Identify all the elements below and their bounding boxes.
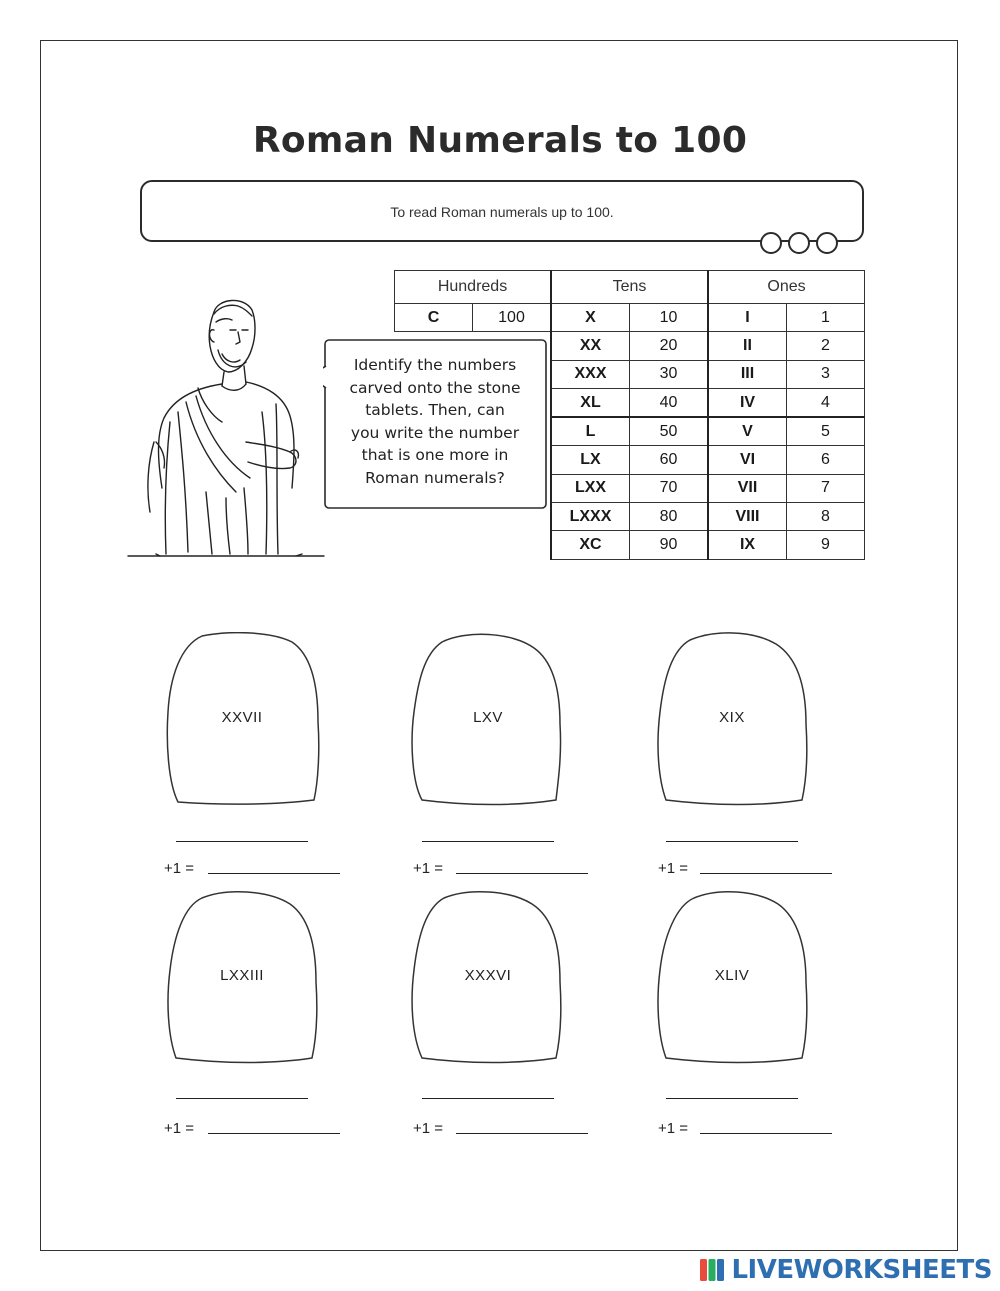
bubble-line: Roman numerals? bbox=[365, 468, 505, 487]
answer-line[interactable] bbox=[422, 841, 554, 842]
tens-numeral: L bbox=[551, 417, 630, 446]
plus-one-answer-line[interactable] bbox=[208, 873, 340, 874]
plus-one-answer-line[interactable] bbox=[208, 1133, 340, 1134]
tablet-numeral: LXXIII bbox=[220, 967, 264, 984]
tens-value: 20 bbox=[630, 332, 709, 360]
plus-one-answer-line[interactable] bbox=[456, 873, 588, 874]
ones-value: 5 bbox=[787, 417, 865, 446]
ones-numeral: I bbox=[708, 304, 787, 332]
circle-icon bbox=[760, 232, 782, 254]
bubble-line: tablets. Then, can bbox=[365, 401, 505, 419]
answer-line[interactable] bbox=[666, 1098, 798, 1099]
table-blank-area bbox=[395, 332, 552, 559]
tens-numeral: LX bbox=[551, 446, 630, 474]
objective-text: To read Roman numerals up to 100. bbox=[390, 204, 614, 220]
tablet-numeral: XIX bbox=[719, 709, 745, 726]
tens-numeral: LXXX bbox=[551, 503, 630, 531]
liveworksheets-logo-icon bbox=[699, 1257, 725, 1283]
bubble-line: you write the number bbox=[350, 423, 520, 442]
ones-numeral: II bbox=[708, 332, 787, 360]
roman-man-illustration bbox=[126, 292, 326, 582]
plus-one-answer-line[interactable] bbox=[700, 873, 832, 874]
plus-one-label: +1 = bbox=[164, 1120, 195, 1137]
header-ones: Ones bbox=[708, 271, 865, 304]
tablet-numeral: XLIV bbox=[714, 967, 750, 984]
tens-numeral: XX bbox=[551, 332, 630, 360]
tens-value: 10 bbox=[630, 304, 709, 332]
ones-numeral: VI bbox=[708, 446, 787, 474]
ones-numeral: IX bbox=[708, 531, 787, 559]
ones-value: 8 bbox=[787, 503, 865, 531]
footer-brand bbox=[699, 1255, 992, 1285]
tens-value: 70 bbox=[630, 474, 709, 502]
circle-icon bbox=[788, 232, 810, 254]
plus-one-label: +1 = bbox=[413, 860, 444, 877]
ones-numeral: VIII bbox=[708, 503, 787, 531]
ones-value: 7 bbox=[787, 474, 865, 502]
plus-one-answer-line[interactable] bbox=[700, 1133, 832, 1134]
tens-numeral: X bbox=[551, 304, 630, 332]
bubble-line: that is one more in bbox=[361, 446, 509, 464]
tablet-numeral: LXV bbox=[473, 709, 503, 726]
tens-value: 90 bbox=[630, 531, 709, 559]
tens-value: 30 bbox=[630, 360, 709, 388]
place-value-table bbox=[394, 270, 865, 560]
tens-value: 50 bbox=[630, 417, 709, 446]
plus-one-label: +1 = bbox=[658, 860, 689, 877]
ones-numeral: VII bbox=[708, 474, 787, 502]
ones-numeral: V bbox=[708, 417, 787, 446]
ones-value: 3 bbox=[787, 360, 865, 388]
decorative-circles bbox=[754, 232, 864, 256]
plus-one-label: +1 = bbox=[164, 860, 195, 877]
tablet-numeral: XXVII bbox=[221, 709, 263, 726]
header-hundreds: Hundreds bbox=[395, 271, 552, 304]
plus-one-label: +1 = bbox=[658, 1120, 689, 1137]
page-title: Roman Numerals to 100 bbox=[252, 120, 748, 161]
header-tens: Tens bbox=[551, 271, 708, 304]
bubble-line: Identify the numbers bbox=[353, 356, 517, 374]
bubble-line: carved onto the stone bbox=[349, 378, 521, 397]
circle-icon bbox=[816, 232, 838, 254]
tens-value: 80 bbox=[630, 503, 709, 531]
ones-value: 4 bbox=[787, 388, 865, 417]
answer-line[interactable] bbox=[176, 841, 308, 842]
tens-value: 40 bbox=[630, 388, 709, 417]
tens-numeral: XXX bbox=[551, 360, 630, 388]
plus-one-answer-line[interactable] bbox=[456, 1133, 588, 1134]
plus-one-label: +1 = bbox=[413, 1120, 444, 1137]
ones-numeral: III bbox=[708, 360, 787, 388]
ones-numeral: IV bbox=[708, 388, 787, 417]
ones-value: 1 bbox=[787, 304, 865, 332]
footer-brand-text: LIVEWORKSHEETS bbox=[731, 1255, 992, 1285]
answer-line[interactable] bbox=[666, 841, 798, 842]
hundreds-numeral: C bbox=[395, 304, 473, 332]
ones-value: 9 bbox=[787, 531, 865, 559]
hundreds-value: 100 bbox=[473, 304, 552, 332]
ones-value: 6 bbox=[787, 446, 865, 474]
answer-line[interactable] bbox=[422, 1098, 554, 1099]
ones-value: 2 bbox=[787, 332, 865, 360]
tens-value: 60 bbox=[630, 446, 709, 474]
tens-numeral: XC bbox=[551, 531, 630, 559]
tablet-numeral: XXXVI bbox=[464, 967, 512, 984]
answer-line[interactable] bbox=[176, 1098, 308, 1099]
tens-numeral: LXX bbox=[551, 474, 630, 502]
tens-numeral: XL bbox=[551, 388, 630, 417]
